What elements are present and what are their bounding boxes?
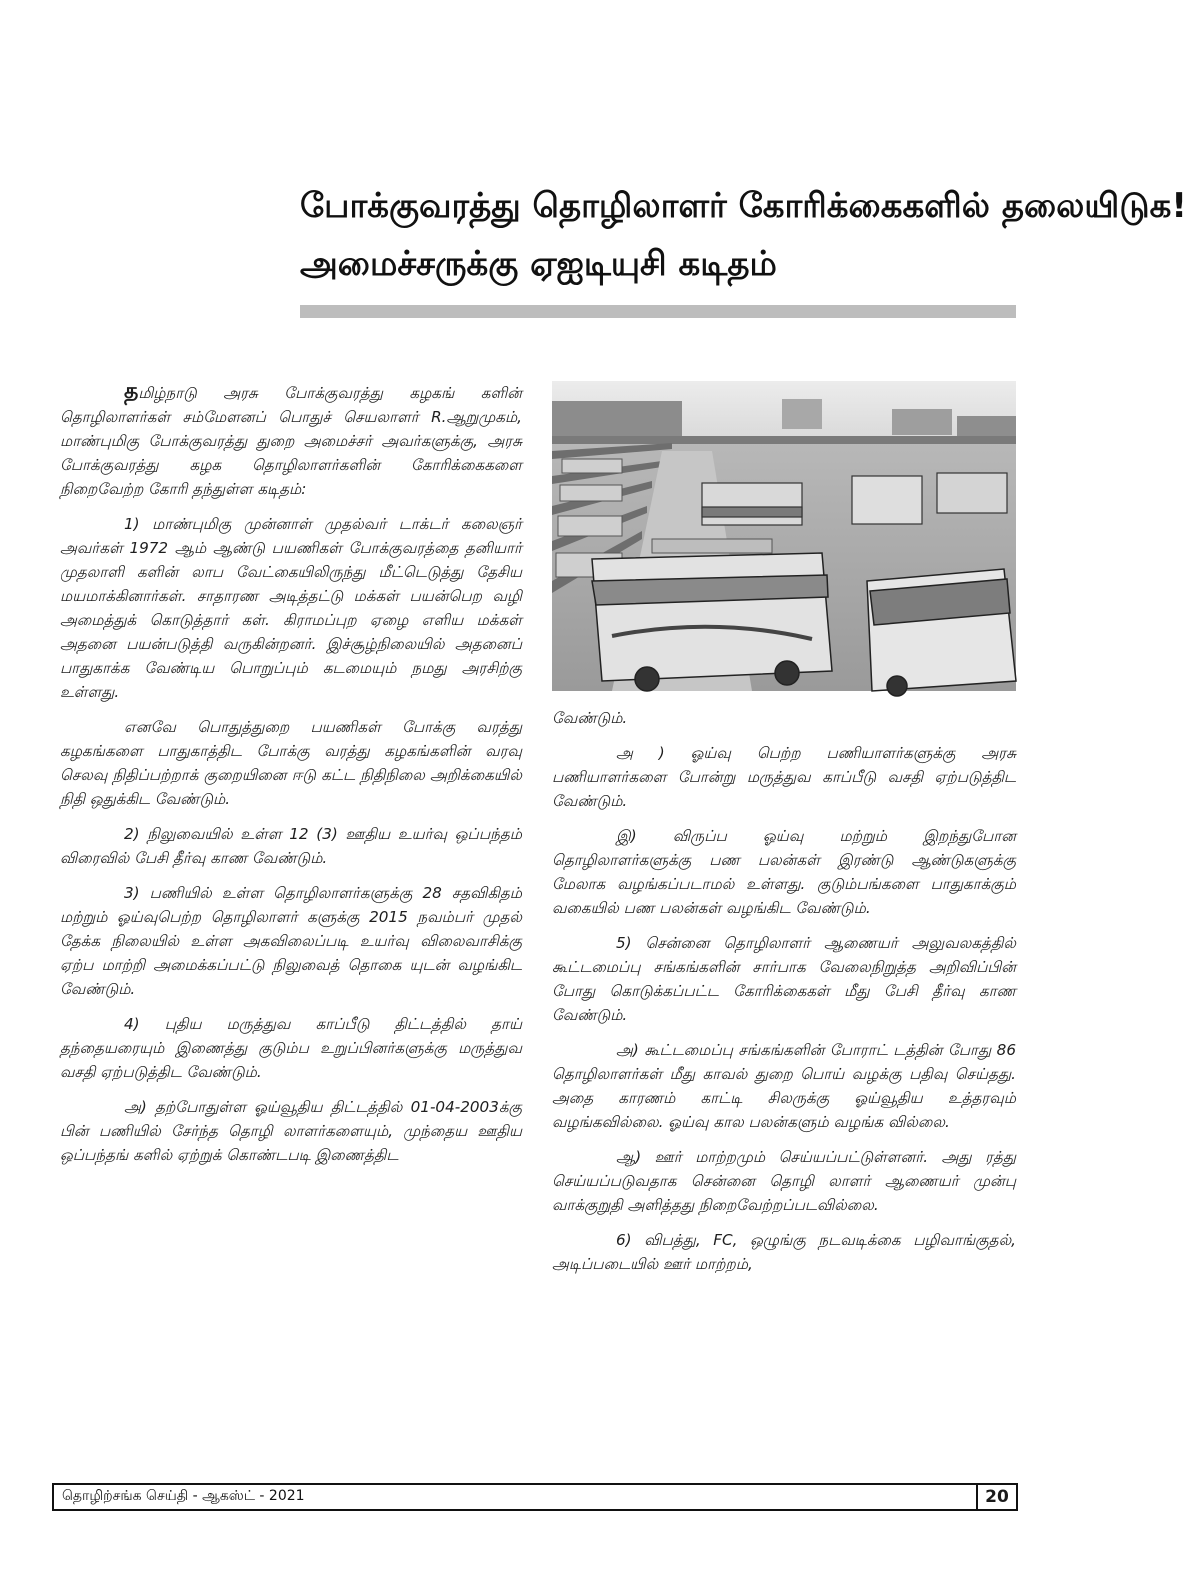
headline-divider xyxy=(300,305,1016,318)
paragraph: அ ) ஓய்வு பெற்ற பணியாளர்களுக்கு அரசு பணியாளர்களை போன்று மருத்துவ காப்பீடு வசதி ஏற்படுத்திட வேண்டும். xyxy=(552,744,1016,810)
publication-info: தொழிற்சங்க செய்தி - ஆகஸ்ட் - 2021 xyxy=(62,1488,305,1504)
paragraph: எனவே பொதுத்துறை பயணிகள் போக்கு வரத்து கழகங்களை பாதுகாத்திட போக்கு வரத்து கழகங்களின் வரவு செலவு நிதிப்பற்றாக் குறையினை ஈடு கட்ட நிதிநிலை அறிக்கையில் நிதி ஒதுக்கிட வேண்டும். xyxy=(60,718,522,808)
right-text-column xyxy=(552,706,1016,1287)
paragraph: அ) கூட்டமைப்பு சங்கங்களின் போராட் டத்தின் போது 86 தொழிலாளர்கள் மீது காவல் துறை பொய் வழக்கு பதிவு செய்தது. அதை காரணம் காட்டி சிலருக்கு ஓய்வூதிய உத்தரவும் வழங்கவில்லை. ஓய்வு கால பலன்களும் வழங்க வில்லை. xyxy=(552,1041,1016,1131)
paragraph: 5) சென்னை தொழிலாளர் ஆணையர் அலுவலகத்தில் கூட்டமைப்பு சங்கங்களின் சார்பாக வேலைநிறுத்த அறிவிப்பின் போது கொடுக்கப்பட்ட கோரிக்கைகள் மீது பேசி தீர்வு காண வேண்டும். xyxy=(552,934,1016,1024)
paragraph: ஆ) ஊர் மாற்றமும் செய்யப்பட்டுள்ளனர். அது ரத்து செய்யப்படுவதாக சென்னை தொழி லாளர் ஆணையர் முன்பு வாக்குறுதி அளித்தது நிறைவேற்றப்படவில்லை. xyxy=(552,1148,1016,1214)
left-text-column xyxy=(60,380,522,1178)
paragraph: 2) நிலுவையில் உள்ள 12 (3) ஊதிய உயர்வு ஒப்பந்தம் விரைவில் பேசி தீர்வு காண வேண்டும். xyxy=(60,825,522,867)
headline-line-2: அமைச்சருக்கு ஏஐடியுசி கடிதம் xyxy=(300,244,777,284)
page-number: 20 xyxy=(976,1485,1016,1509)
paragraph: வேண்டும். xyxy=(552,709,628,727)
paragraph: 1) மாண்புமிகு முன்னாள் முதல்வர் டாக்டர் கலைஞர் அவர்கள் 1972 ஆம் ஆண்டு பயணிகள் போக்குவரத்தை தனியார் முதலாளி களின் லாப வேட்கையிலிருந்து மீட்டெடுத்து தேசிய மயமாக்கினார்கள். சாதாரண அடித்தட்டு மக்கள் பயன்பெற வழி அமைத்துக் கொடுத்தார் கள். கிராமப்புற ஏழை எளிய மக்கள் அதனை பயன்படுத்தி வருகின்றனர். இச்சூழ்நிலையில் அதனைப் பாதுகாக்க வேண்டிய பொறுப்பும் கடமையும் நமது அரசிற்கு உள்ளது. xyxy=(60,515,522,701)
paragraph: 6) விபத்து, FC, ஒழுங்கு நடவடிக்கை பழிவாங்குதல், அடிப்படையில் ஊர் மாற்றம், xyxy=(552,1231,1016,1273)
headline-line-1: போக்குவரத்து தொழிலாளர் கோரிக்கைகளில் தலையிடுக! xyxy=(300,186,1187,226)
paragraph: இ) விருப்ப ஓய்வு மற்றும் இறந்துபோன தொழிலாளர்களுக்கு பண பலன்கள் இரண்டு ஆண்டுகளுக்கு மேலாக வழங்கப்படாமல் உள்ளது. குடும்பங்களை பாதுகாக்கும் வகையில் பண பலன்கள் வழங்கிட வேண்டும். xyxy=(552,827,1016,917)
page-footer xyxy=(52,1483,1018,1511)
paragraph: 3) பணியில் உள்ள தொழிலாளர்களுக்கு 28 சதவிகிதம் மற்றும் ஓய்வுபெற்ற தொழிலாளர் களுக்கு 2015 நவம்பர் முதல் தேக்க நிலையில் உள்ள அகவிலைப்படி உயர்வு விலைவாசிக்கு ஏற்ப மாற்றி அமைக்கப்பட்டு நிலுவைத் தொகை யுடன் வழங்கிட வேண்டும். xyxy=(60,884,522,998)
paragraph: தமிழ்நாடு அரசு போக்குவரத்து கழகங் களின் தொழிலாளர்கள் சம்மேளனப் பொதுச் செயலாளர் R.ஆறுமுகம், மாண்புமிகு போக்குவரத்து துறை அமைச்சர் அவர்களுக்கு, அரசு போக்குவரத்து கழக தொழிலாளர்களின் கோரிக்கைகளை நிறைவேற்ற கோரி தந்துள்ள கடிதம்: xyxy=(60,379,522,498)
bus-depot-photo xyxy=(552,381,1016,691)
paragraph: அ) தற்போதுள்ள ஓய்வூதிய திட்டத்தில் 01-04-2003க்கு பின் பணியில் சேர்ந்த தொழி லாளர்களையும், முந்தைய ஊதிய ஒப்பந்தங் களில் ஏற்றுக் கொண்டபடி இணைத்திட xyxy=(60,1098,522,1164)
drop-cap: த xyxy=(124,379,139,404)
paragraph: 4) புதிய மருத்துவ காப்பீடு திட்டத்தில் தாய் தந்தையரையும் இணைத்து குடும்ப உறுப்பினர்களுக்கு மருத்துவ வசதி ஏற்படுத்திட வேண்டும். xyxy=(60,1015,522,1081)
article-headline xyxy=(300,178,1187,294)
